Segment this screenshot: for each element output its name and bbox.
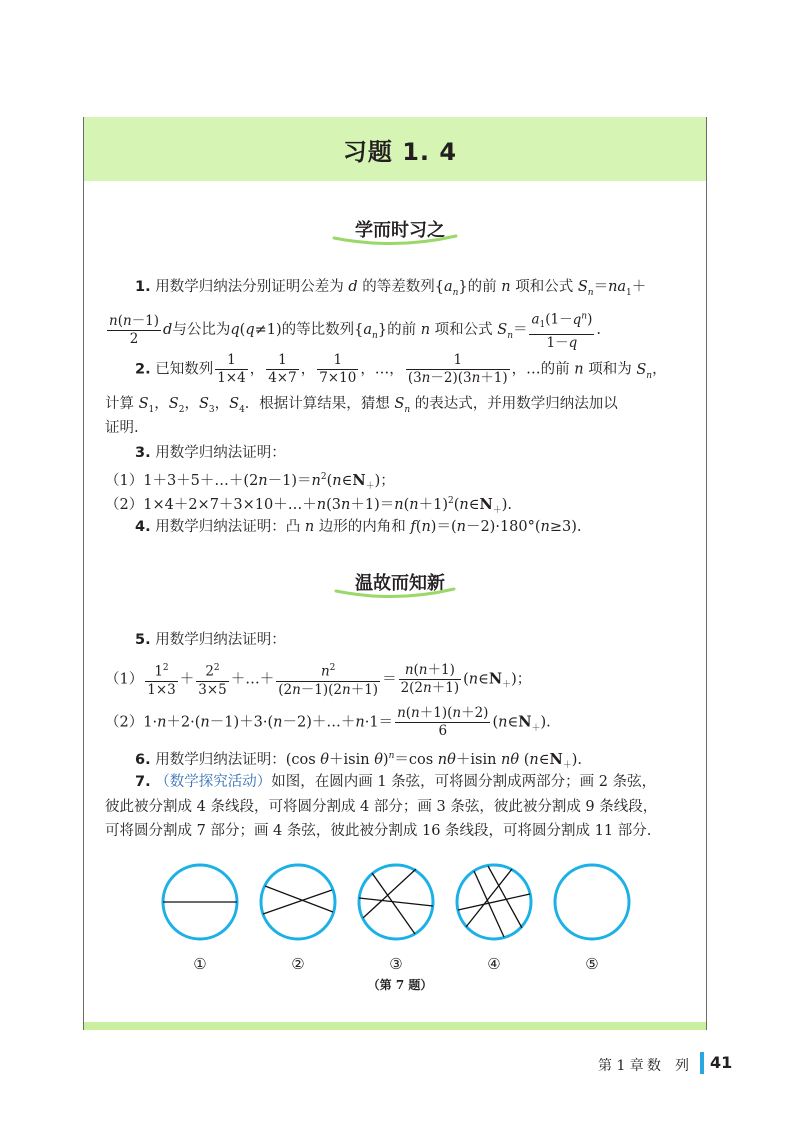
figure-label-2: ②: [291, 955, 305, 973]
circle-figure-4: [452, 860, 536, 944]
problem-6-line-1: 6. 用数学归纳法证明：(cos θ＋isin θ)$^n$＝cos nθ＋isin nθ $(n\in N_+)$.: [135, 750, 583, 771]
section-underline-1: [330, 228, 460, 248]
circle-figure-5: [550, 860, 634, 944]
problem-7-line-2: 彼此被分割成 4 条线段，可将圆分割成 4 部分；画 3 条弦，彼此被分割成 9 条线段，: [105, 799, 658, 815]
problem-2-line-3: 证明.: [105, 420, 139, 436]
problem-3-item-1: $(1)1+3+5+\dots+(2n-1)=n^2(n\in N_+)$；: [105, 471, 395, 492]
problem-2-line-1: 2. 已知数列 $\frac{1}{1\times 4}$ ， $\frac{1}{4\times 7}$ ， $\frac{1}{7\times 10}$ ，…， $\frac{1}{(3n-2)(3n+1)}$ ，…的前 n 项和为 $S_n$，: [135, 352, 667, 386]
figure-label-3: ③: [389, 955, 403, 973]
problem-2-line-2: 计算 $S_1$，$S_2$，$S_3$，$S_4$．根据计算结果，猜想 $S_n$ 的表达式，并用数学归纳法加以: [105, 396, 618, 415]
circle-figure-1: [158, 860, 242, 944]
figure-label-1: ①: [193, 955, 207, 973]
problem-1-line-2: $\frac{n(n-1)}{2}$ d与公比为q(q≠1)的等比数列$\{a_n\}$的前 n 项和公式 $S_n=$ $\frac{a_1(1-q^n)}{1-q}$ .: [109, 311, 601, 352]
section-heading-2: 温故而知新: [355, 573, 445, 594]
section-heading-1: 学而时习之: [355, 220, 445, 241]
problem-5-line-1: 5. 用数学归纳法证明：: [135, 632, 286, 648]
circle-figure-3: [354, 860, 438, 944]
footer-accent-bar: [700, 1052, 704, 1074]
problem-5-item-2: （2）1·n＋2·(n－1)＋3·(n－2)＋…＋n·1＝ $\frac{n(n+1)(n+2)}{6}$ $(n\in N_+)$.: [105, 705, 551, 739]
bottom-band: [84, 1022, 706, 1030]
problem-5-item-1: （1） $\frac{1^2}{1\times 3}$ ＋ $\frac{2^2}{3\times 5}$ ＋…＋ $\frac{n^2}{(2n-1)(2n+1)}$ ＝ $\frac{n(n+1)}{2(2n+1)}$ $(n\in N_+)$；: [105, 661, 532, 698]
exercise-title: 习题 1. 4: [342, 138, 458, 166]
problem-1-line-1: 1. 用数学归纳法分别证明公差为 d 的等差数列$\{a_n\}$的前 n 项和公式 $S_n=na_1+$: [135, 279, 647, 298]
problem-3-line-1: 3. 用数学归纳法证明：: [135, 445, 286, 461]
problem-7-line-3: 可将圆分割成 7 部分；画 4 条弦，彼此被分割成 16 条线段，可将圆分割成 11 部分.: [105, 823, 652, 839]
figure-label-5: ⑤: [585, 955, 599, 973]
footer-chapter: 第 1 章: [598, 1058, 644, 1074]
footer-topic: 数 列: [647, 1058, 689, 1074]
problem-4-line-1: 4. 用数学归纳法证明：凸 n 边形的内角和 f(n)＝(n－2)·180°(n≥3).: [135, 519, 582, 535]
inquiry-activity-tag: （数学探究活动）: [155, 774, 272, 790]
figure-label-4: ④: [487, 955, 501, 973]
section-underline-2: [332, 581, 458, 601]
figure-caption: （第 7 题）: [367, 978, 433, 992]
circle-figure-2: [256, 860, 340, 944]
problem-3-item-2: $(2)1\times 4+2\times 7+3\times 10+\dots+n(3n+1)=n(n+1)^2(n\in N_+)$.: [105, 495, 513, 516]
problem-7-line-1: 7. （数学探究活动）如图，在圆内画 1 条弦，可将圆分割成两部分；画 2 条弦，: [135, 774, 657, 790]
page-number: 41: [710, 1053, 733, 1072]
